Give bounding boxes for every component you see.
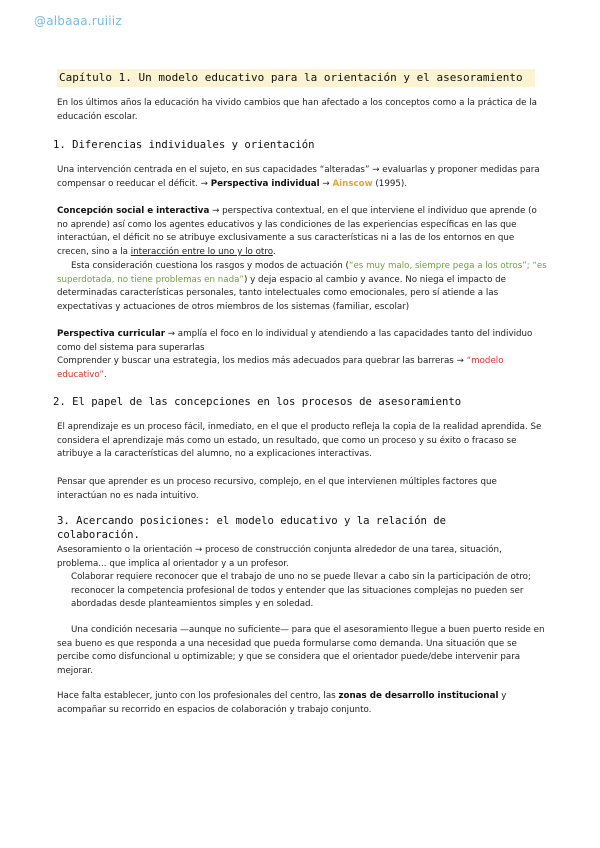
section-1-paragraph-4: Perspectiva curricular → amplía el foco en lo individual y atendiendo a las capacidades tanto del individuo como del sistema para superarlas (57, 329, 533, 353)
intro-paragraph: En los últimos años la educación ha vivido cambios que han afectado a los conceptos como a la práctica de la educación escolar. (57, 98, 537, 122)
section-3-paragraph-1: Asesoramiento o la orientación → proceso de construcción conjunta alrededor de una tarea, situación, problema... que implica al orientador y a un profesor. (57, 545, 502, 569)
section-1-paragraph-5: Comprender y buscar una estrategia, los medios más adecuados para quebrar las barreras → “modelo educativo”. (57, 356, 504, 380)
section-3-paragraph-2: Colaborar requiere reconocer que el trabajo de uno no se puede llevar a cabo sin la participación de otro; reconocer la competencia profesional de todos y entender que las situaciones complejas no pueden ser abordadas desde planteamientos simples y en soledad. (71, 572, 531, 610)
section-1-paragraph-1: Una intervención centrada en el sujeto, en sus capacidades “alteradas” → evaluarlas y proponer medidas para compensar o reeducar el déficit. → Perspectiva individual → Ainscow (1995). (57, 165, 540, 189)
quote-examples: “es muy malo, siempre pega a los otros”; “es superdotada, no tiene problemas en nada” (57, 261, 547, 285)
watermark: @albaaa.ruiiiz (34, 14, 122, 28)
section-3-paragraph-3: Una condición necesaria —aunque no suficiente— para que el asesoramiento llegue a buen puerto reside en sea bueno es que responda a una necesidad que pueda formularse como demanda. Una situación que se percibe como disfuncional u optimizable; y que se considera que el orientador puede/debe intervenir para mejorar. (57, 625, 545, 677)
chapter-title: Capítulo 1. Un modelo educativo para la orientación y el asesoramiento (57, 69, 535, 87)
section-3-paragraph-4: Hace falta establecer, junto con los profesionales del centro, las zonas de desarrollo institucional y acompañar su recorrido en espacios de colaboración y trabajo conjunto. (57, 691, 507, 715)
modelo-educativo-highlight: “modelo educativo” (57, 356, 504, 380)
section-2-heading: 2. El papel de las concepciones en los procesos de asesoramiento (53, 396, 462, 408)
section-1-paragraph-3: Esta consideración cuestiona los rasgos y modos de actuación (“es muy malo, siempre pega a los otros”; “es superdotada, no tiene problemas en nada”) y deja espacio al cambio y avance. No niega el impacto de determinadas características personales, tanto intelectuales como emocionales, pero sí atiende a las expectativas y actuaciones de otros miembros de los sistemas (familiar, escolar) (57, 261, 547, 313)
section-2-paragraph-1: El aprendizaje es un proceso fácil, inmediato, en el que el producto refleja la copia de la realidad aprendida. Se considera el aprendizaje más como un estado, un resultado, que como un proceso y su éxito o fracaso se atribuye a la características del alumno, no a explicaciones interactivas. (57, 422, 542, 460)
section-1-heading: 1. Diferencias individuales y orientación (53, 139, 315, 151)
author-citation: Ainscow (332, 178, 373, 189)
section-1-paragraph-2: Concepción social e interactiva → perspectiva contextual, en el que interviene el individuo que aprende (o no aprende) así como los agentes educativos y las condiciones de las experiencias específicas en las que interactúan, el déficit no se atribuye exclusivamente a sus características ni a las de los entornos en que crecen, sino a la interacción entre lo uno y lo otro. (57, 206, 537, 258)
section-3-heading: 3. Acercando posiciones: el modelo educativo y la relación de colaboración. (57, 515, 447, 541)
section-2-paragraph-2: Pensar que aprender es un proceso recursivo, complejo, en el que intervienen múltiples factores que interactúan no es nada intuitivo. (57, 477, 497, 501)
